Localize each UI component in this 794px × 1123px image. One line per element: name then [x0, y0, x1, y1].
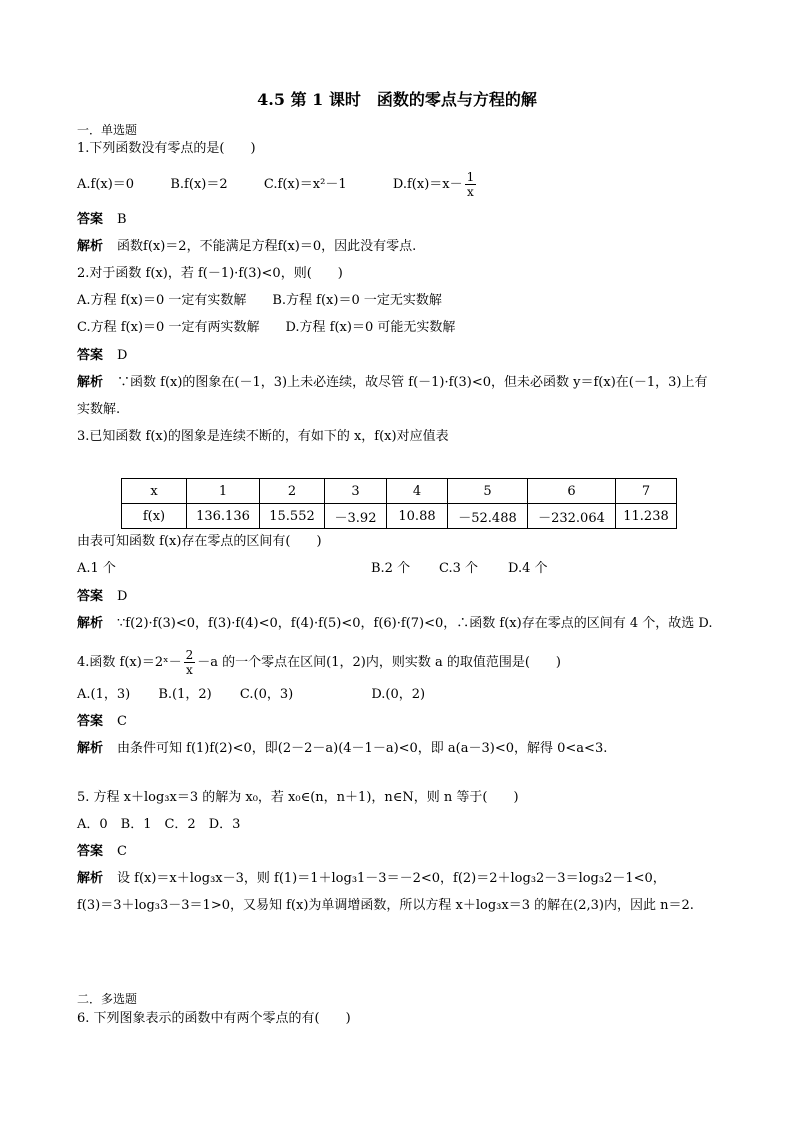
table-cell: 10.88: [387, 504, 448, 529]
table-cell: 6: [528, 479, 616, 504]
option-d: D.(0，2): [371, 687, 426, 702]
option-b: B.f(x)＝2: [170, 177, 228, 192]
table-cell: 136.136: [187, 504, 260, 529]
value-table: [121, 478, 677, 529]
table-cell: －232.064: [528, 504, 616, 529]
table-cell: －3.92: [325, 504, 387, 529]
option-d: D.f(x)＝x－ $\frac{1}{x}$: [392, 170, 475, 199]
table-cell: 3: [325, 479, 387, 504]
fraction: $\frac{2}{x}$: [185, 648, 194, 677]
table-cell: 5: [448, 479, 528, 504]
question-2-options-row1: [77, 292, 442, 310]
page-title: 4.5 第 1 课时 函数的零点与方程的解: [257, 90, 537, 109]
question-3-answer: 答案 D: [77, 589, 128, 604]
table-cell: 4: [387, 479, 448, 504]
option-c: C.方程 f(x)＝0 一定有两实数解: [77, 320, 260, 335]
question-5-analysis: 解析 设 f(x)＝x＋log₃x－3，则 f(1)＝1＋log₃1－3＝－2<0，f(2)＝2＋log₃2－3＝log₃2－1<0，: [77, 871, 666, 886]
question-6-stem: 6. 下列图象表示的函数中有两个零点的有( ): [77, 1011, 351, 1026]
option-a: A.1 个: [77, 561, 116, 576]
table-cell: －52.488: [448, 504, 528, 529]
table-cell: 2: [260, 479, 325, 504]
question-5-stem: 5. 方程 x＋log₃x＝3 的解为 x₀，若 x₀∈(n，n＋1)，n∈N，则 n 等于( ): [77, 790, 519, 805]
table-row: [122, 504, 677, 529]
question-3-stem: 3.已知函数 f(x)的图象是连续不断的，有如下的 x，f(x)对应值表: [77, 429, 449, 444]
option-c: C.f(x)＝x²－1: [263, 177, 347, 192]
option-b: B.(1，2): [158, 687, 212, 702]
question-5-answer: 答案 C: [77, 844, 127, 859]
question-4-options: [77, 686, 425, 704]
table-cell: 1: [187, 479, 260, 504]
question-2-analysis-cont: 实数解.: [77, 402, 121, 417]
question-3-options: [77, 560, 717, 578]
question-3-stem-2: 由表可知函数 f(x)存在零点的区间有( ): [77, 534, 322, 549]
question-1-analysis: 解析 函数f(x)＝2，不能满足方程f(x)＝0，因此没有零点.: [77, 239, 417, 254]
question-1-stem: 1.下列函数没有零点的是( ): [77, 141, 256, 156]
question-5-analysis-cont: f(3)＝3＋log₃3－3＝1>0，又易知 f(x)为单调增函数，所以方程 x＋log₃x＝3 的解在(2,3)内，因此 n＝2.: [77, 898, 694, 913]
question-2-options-row2: [77, 319, 455, 337]
option-c: C.(0，3): [239, 687, 294, 702]
section-heading-multiple-choice: 二．多选题: [77, 992, 138, 1006]
table-cell: 15.552: [260, 504, 325, 529]
section-heading-single-choice: 一．单选题: [77, 123, 138, 137]
table-cell: 11.238: [616, 504, 677, 529]
table-cell: f(x): [122, 504, 187, 529]
question-4-analysis: 解析 由条件可知 f(1)f(2)<0，即(2－2－a)(4－1－a)<0，即 a(a－3)<0，解得 0<a<3.: [77, 741, 608, 756]
option-d: D.方程 f(x)＝0 可能无实数解: [285, 320, 456, 335]
question-2-analysis: 解析 ∵函数 f(x)的图象在(－1，3)上未必连续，故尽管 f(－1)·f(3)<0，但未必函数 y＝f(x)在(－1，3)上有: [77, 375, 708, 390]
question-2-stem: 2.对于函数 f(x)，若 f(－1)·f(3)<0，则( ): [77, 266, 343, 281]
table-cell: 7: [616, 479, 677, 504]
question-4-answer: 答案 C: [77, 714, 127, 729]
table-row: [122, 479, 677, 504]
option-d: D.4 个: [508, 561, 548, 576]
question-3-analysis: 解析 ∵f(2)·f(3)<0，f(3)·f(4)<0，f(4)·f(5)<0，f(6)·f(7)<0，∴函数 f(x)存在零点的区间有 4 个，故选 D.: [77, 616, 713, 631]
option-a: A.f(x)＝0: [77, 177, 135, 192]
question-5-options: A．0 B．1 C．2 D．3: [77, 817, 241, 832]
option-b: B.2 个: [371, 561, 411, 576]
fraction: $\frac{1}{x}$: [466, 170, 475, 199]
option-b: B.方程 f(x)＝0 一定无实数解: [272, 293, 442, 308]
question-1-answer: 答案 B: [77, 212, 127, 227]
table-cell: x: [122, 479, 187, 504]
question-4-stem: 4.函数 f(x)＝2ˣ－ $\frac{2}{x}$ －a 的一个零点在区间(1，2)内，则实数 a 的取值范围是( ): [77, 648, 561, 677]
option-c: C.3 个: [439, 561, 479, 576]
option-a: A.(1，3): [77, 687, 131, 702]
option-a: A.方程 f(x)＝0 一定有实数解: [77, 293, 247, 308]
question-1-options: [77, 170, 478, 199]
question-2-answer: 答案 D: [77, 348, 128, 363]
